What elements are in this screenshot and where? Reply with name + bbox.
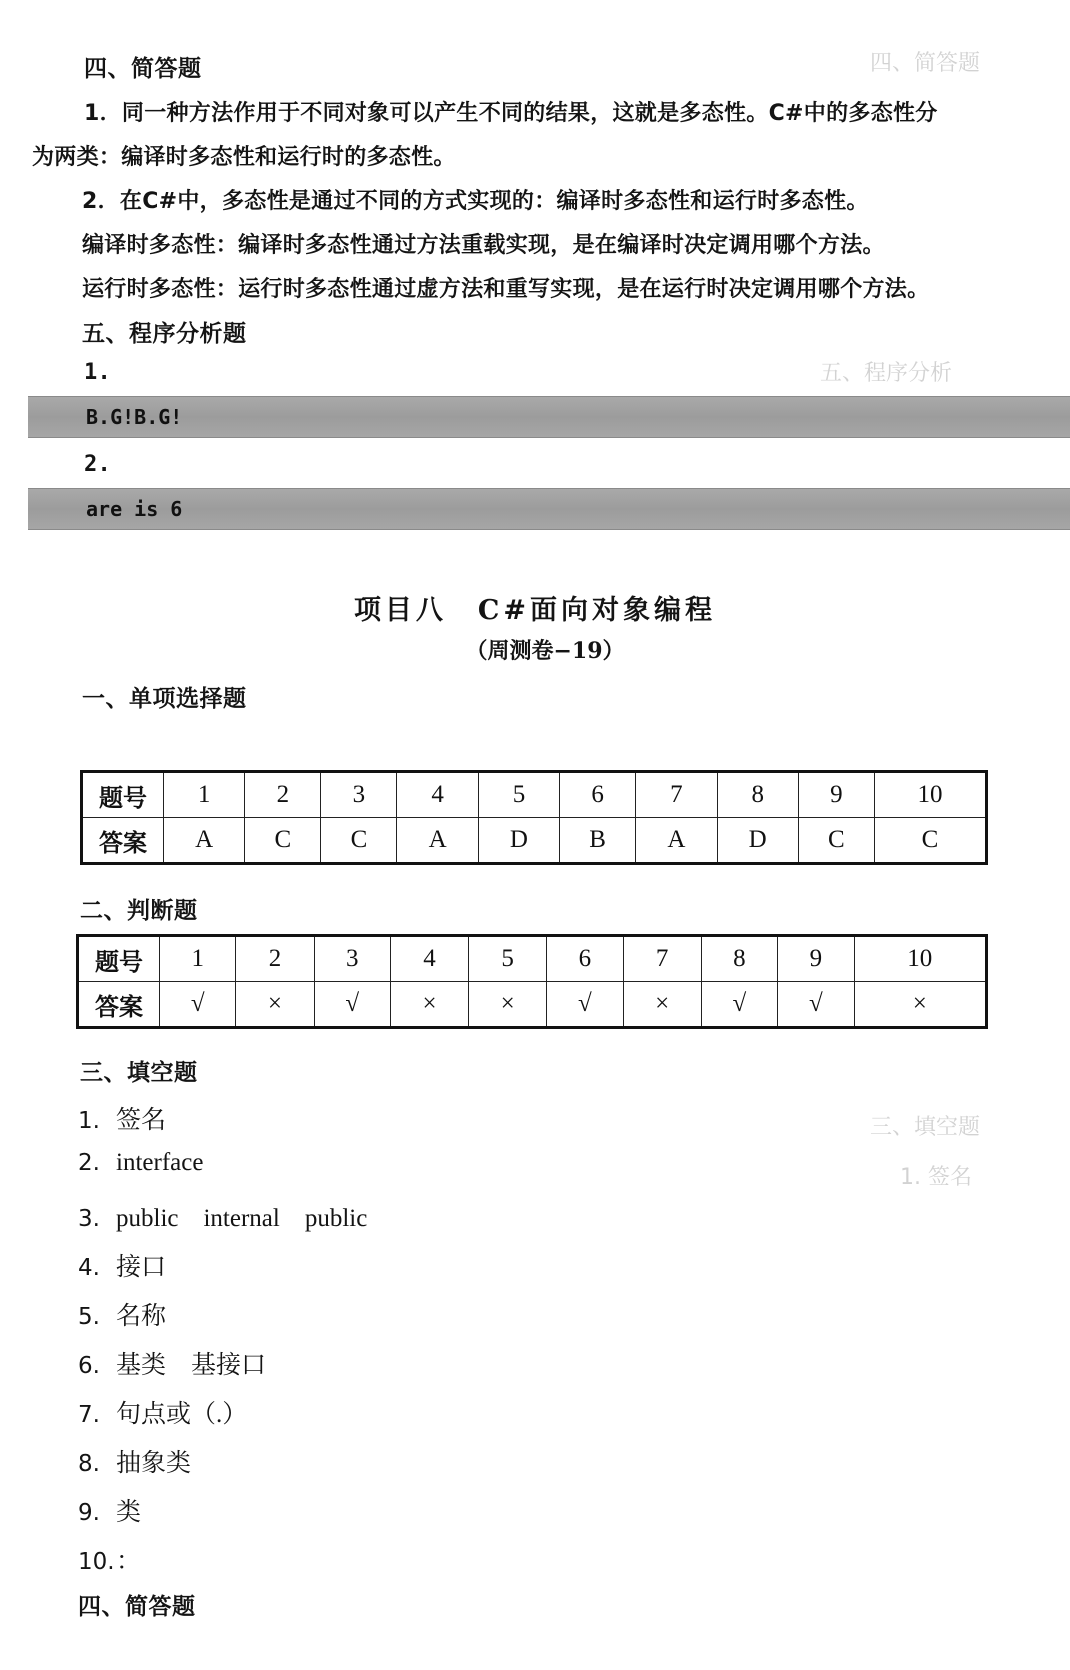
answer-cell: B: [560, 818, 636, 864]
section-heading-short-answer: 四、简答题: [84, 56, 202, 82]
question-number: 7: [623, 936, 701, 982]
answer-cell: ×: [390, 982, 468, 1028]
list-item: [78, 1345, 266, 1381]
list-item: [78, 1443, 191, 1479]
list-item: [78, 1149, 203, 1177]
question-number: 9: [778, 936, 854, 982]
item-number: 6.: [78, 1353, 100, 1379]
program-output-2-text: are is 6: [86, 497, 183, 521]
answer-cell: √: [778, 982, 854, 1028]
question-number: 5: [478, 772, 559, 818]
item-number: 7.: [78, 1402, 100, 1428]
question-number: 8: [701, 936, 777, 982]
question-number: 8: [717, 772, 798, 818]
question-number: 2: [245, 772, 321, 818]
item-answer: 基类 基接口: [116, 1352, 267, 1379]
answer-cell: ×: [854, 982, 986, 1028]
true-false-answer-table: [76, 934, 988, 1029]
item-answer: interface: [116, 1149, 204, 1176]
section-heading-short-answer-2: 四、简答题: [78, 1594, 196, 1620]
row-label: 题号: [78, 936, 160, 982]
question-number: 9: [798, 772, 874, 818]
answer-cell: D: [717, 818, 798, 864]
item-number: 4.: [78, 1255, 100, 1281]
answer-cell: ×: [469, 982, 547, 1028]
list-item: [78, 1492, 141, 1528]
section-heading-fill-blank: 三、填空题: [80, 1060, 198, 1086]
list-item: [78, 1541, 141, 1577]
item-answer: 签名: [116, 1107, 167, 1134]
question-number: 4: [397, 772, 478, 818]
answer-paragraph-4: 运行时多态性：运行时多态性通过虚方法和重写实现，是在运行时决定调用哪个方法。: [82, 277, 930, 302]
answer-cell: √: [547, 982, 623, 1028]
project-title: 项目八 C#面向对象编程: [353, 595, 717, 626]
program-item-2-number: 2.: [84, 452, 112, 477]
bleed-through-text: 五、程序分析: [820, 361, 953, 386]
item-number: 2.: [78, 1150, 100, 1176]
bleed-through-text: 三、填空题: [870, 1115, 981, 1140]
item-answer: public internal public: [116, 1205, 368, 1232]
question-number: 10: [854, 936, 986, 982]
item-number: 9.: [78, 1500, 100, 1526]
list-item: [78, 1247, 166, 1283]
question-number: 1: [160, 936, 236, 982]
question-number: 6: [560, 772, 636, 818]
answer-cell: √: [701, 982, 777, 1028]
answer-cell: C: [874, 818, 986, 864]
table-row-numbers: [82, 772, 987, 818]
answer-cell: D: [478, 818, 559, 864]
item-answer: 类: [116, 1499, 142, 1526]
answer-paragraph-3: 编译时多态性：编译时多态性通过方法重载实现，是在编译时决定调用哪个方法。: [82, 233, 885, 258]
table-row-answers: [82, 818, 987, 864]
item-answer: 句点或（.）: [116, 1401, 248, 1428]
list-item: [78, 1100, 166, 1136]
item-answer: ：: [116, 1548, 142, 1575]
answer-cell: √: [160, 982, 236, 1028]
table-row-numbers: [78, 936, 987, 982]
question-number: 1: [164, 772, 245, 818]
answer-cell: A: [397, 818, 478, 864]
table-row-answers: [78, 982, 987, 1028]
list-item: [78, 1394, 247, 1430]
list-item: [78, 1198, 367, 1234]
question-number: 7: [636, 772, 717, 818]
item-number: 5.: [78, 1304, 100, 1330]
answer-cell: ×: [623, 982, 701, 1028]
answer-paragraph-2: 2．在C#中，多态性是通过不同的方式实现的：编译时多态性和运行时多态性。: [82, 189, 869, 214]
list-item: [78, 1296, 166, 1332]
item-number: 10.: [78, 1549, 115, 1575]
question-number: 4: [390, 936, 468, 982]
project-subtitle: （周测卷−19）: [465, 638, 625, 664]
question-number: 10: [874, 772, 986, 818]
row-label: 题号: [82, 772, 164, 818]
answer-cell: ×: [236, 982, 314, 1028]
section-heading-program-analysis: 五、程序分析题: [82, 321, 247, 347]
item-number: 3.: [78, 1206, 100, 1232]
question-number: 3: [321, 772, 397, 818]
answer-cell: C: [245, 818, 321, 864]
item-answer: 接口: [116, 1254, 167, 1281]
answer-paragraph-1-line2: 为两类：编译时多态性和运行时的多态性。: [32, 145, 456, 170]
bleed-through-text: 四、简答题: [870, 51, 981, 76]
program-output-1-text: B.G!B.G!: [86, 405, 183, 429]
item-number: 1.: [78, 1108, 100, 1134]
question-number: 2: [236, 936, 314, 982]
single-choice-answer-table: [80, 770, 988, 865]
answer-cell: A: [636, 818, 717, 864]
question-number: 3: [314, 936, 390, 982]
question-number: 5: [469, 936, 547, 982]
program-output-1: [28, 396, 1070, 438]
item-number: 8.: [78, 1451, 100, 1477]
answer-paragraph-1-line1: 1．同一种方法作用于不同对象可以产生不同的结果，这就是多态性。C#中的多态性分: [84, 101, 938, 126]
answer-cell: C: [321, 818, 397, 864]
section-heading-single-choice: 一、单项选择题: [82, 686, 247, 712]
bleed-through-text: 1. 签名: [900, 1165, 972, 1190]
item-answer: 名称: [116, 1303, 167, 1330]
row-label: 答案: [82, 818, 164, 864]
answer-cell: C: [798, 818, 874, 864]
question-number: 6: [547, 936, 623, 982]
answer-cell: A: [164, 818, 245, 864]
section-heading-true-false: 二、判断题: [80, 898, 198, 924]
row-label: 答案: [78, 982, 160, 1028]
program-output-2: [28, 488, 1070, 530]
item-answer: 抽象类: [116, 1450, 192, 1477]
answer-cell: √: [314, 982, 390, 1028]
program-item-1-number: 1.: [84, 360, 112, 385]
